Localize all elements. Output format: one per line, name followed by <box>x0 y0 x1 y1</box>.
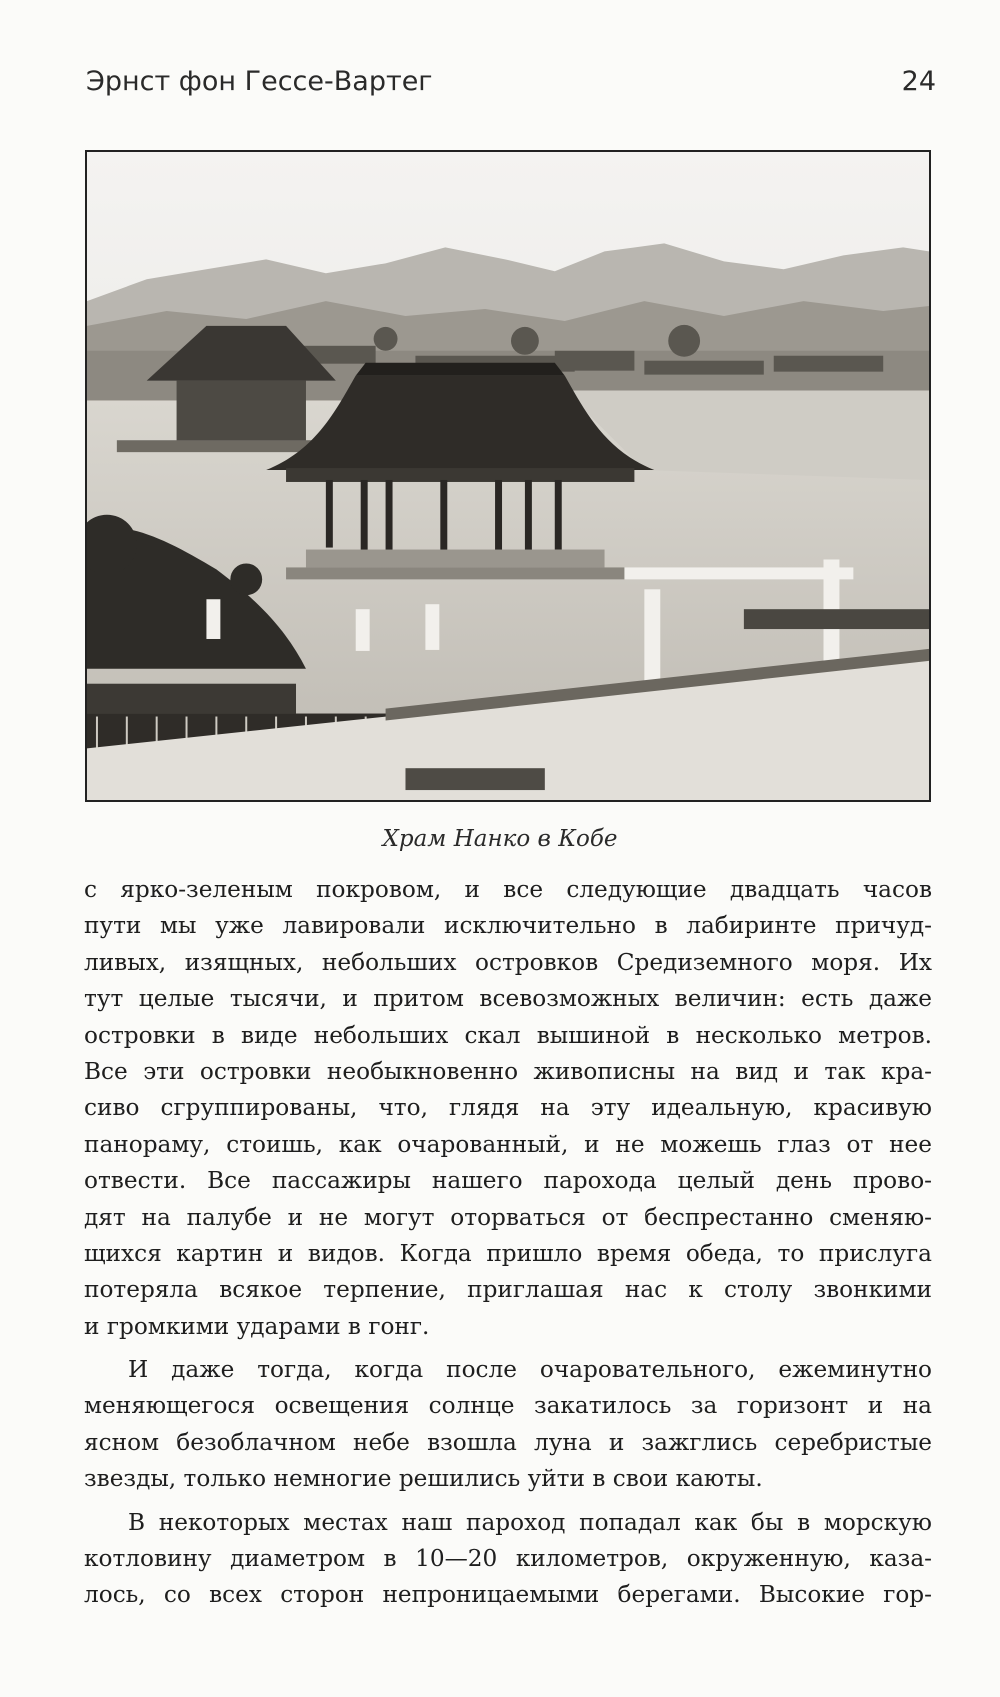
text-line: и громкими ударами в гонг. <box>84 1312 430 1340</box>
text-line: звезды, только немногие решились уйти в свои каюты. <box>84 1465 763 1493</box>
text-line: с ярко-зеленым покровом, и все следующие двадцать часов <box>84 876 932 903</box>
text-line: сиво сгруппированы, что, глядя на эту идеальную, красивую <box>84 1094 932 1122</box>
text-line: Все эти островки необыкновенно живописны на вид и так кра- <box>84 1057 932 1085</box>
author-name: Эрнст фон Гессе-Вартег <box>86 66 433 97</box>
text-line: ливых, изящных, небольших островков Средиземного моря. Их <box>84 948 932 976</box>
running-header <box>86 66 936 97</box>
text-line: ясном безоблачном небе взошла луна и зажглись серебристые <box>84 1428 932 1456</box>
body-text <box>84 872 932 1614</box>
text-line: меняющегося освещения солнце закатилось за горизонт и на <box>84 1392 932 1420</box>
torii-gate <box>624 567 853 579</box>
text-line: И даже тогда, когда после очаровательного, ежеминутно <box>128 1356 932 1384</box>
text-line: лось, со всех сторон непроницаемыми берегами. Высокие гор- <box>84 1581 932 1609</box>
temple-photograph <box>85 150 931 802</box>
paragraph-1 <box>84 872 932 1345</box>
text-line: потеряла всякое терпение, приглашая нас к столу звонкими <box>84 1276 932 1304</box>
temple-photo-illustration <box>87 152 929 800</box>
text-line: отвести. Все пассажиры нашего парохода целый день прово- <box>84 1167 932 1195</box>
figure-caption: Храм Нанко в Кобе <box>382 826 618 852</box>
text-line: В некоторых местах наш пароход попадал как бы в морскую <box>128 1508 932 1536</box>
text-line: тут целые тысячи, и притом всевозможных величин: есть даже <box>84 985 932 1013</box>
text-line: панораму, стоишь, как очарованный, и не можешь глаз от нее <box>84 1130 932 1158</box>
paragraph-2 <box>84 1352 932 1498</box>
paragraph-3 <box>84 1505 932 1614</box>
text-line: котловину диаметром в 10—20 километров, окруженную, каза- <box>84 1545 932 1573</box>
text-line: щихся картин и видов. Когда пришло время обеда, то прислуга <box>84 1239 932 1267</box>
text-line: пути мы уже лавировали исключительно в лабиринте причуд- <box>84 912 932 940</box>
text-line: островки в виде небольших скал вышиной в несколько метров. <box>84 1021 932 1049</box>
text-line: дят на палубе и не могут оторваться от беспрестанно сменяю- <box>84 1203 932 1231</box>
page-number: 24 <box>901 66 936 97</box>
foreground-roof <box>405 768 544 790</box>
